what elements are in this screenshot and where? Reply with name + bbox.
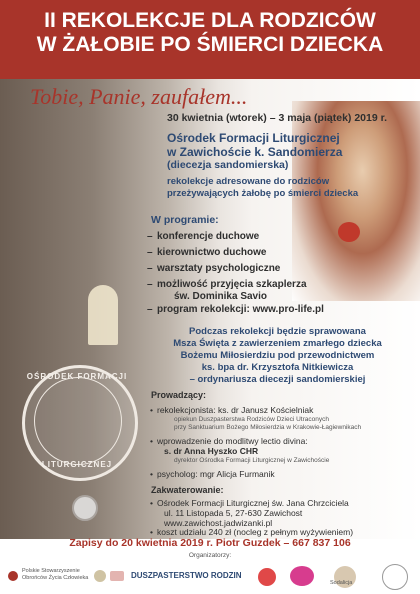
venue-line-3: (diecezja sandomierska) xyxy=(167,159,289,171)
mass-line-3: Bożemu Miłosierdziu pod przewodnictwem xyxy=(180,350,375,361)
program-item: – możliwość przyjęcia szkaplerza xyxy=(157,279,307,291)
venue-line-2: w Zawichoście k. Sandomierza xyxy=(167,145,343,159)
accommodation-venue: • Ośrodek Formacji Liturgicznej św. Jana Chrzciciela xyxy=(157,498,349,508)
slogan: Tobie, Panie, zaufałem... xyxy=(30,84,248,109)
seal-text-bottom: LITURGICZNEJ xyxy=(41,460,113,469)
leader-retreat: • rekolekcjonista: ks. dr Janusz Kościelniak xyxy=(157,405,313,415)
mass-line-1: Podczas rekolekcji będzie sprawowana xyxy=(189,326,366,337)
org-3-line-1: Sodalicja xyxy=(330,580,353,586)
door-knob xyxy=(72,495,98,521)
program-heading: W programie: xyxy=(151,214,219,226)
accommodation-heading: Zakwaterowanie: xyxy=(151,485,224,495)
foundation-logo-icon xyxy=(382,564,408,590)
program-item: – warsztaty psychologiczne xyxy=(157,263,280,275)
mass-line-5: – ordynariusza diecezji sandomierskiej xyxy=(189,374,366,385)
leader-lectio-sub: dyrektor Ośrodka Formacji Liturgicznej w Zawichoście xyxy=(174,457,330,464)
program-item-cont: św. Dominika Savio xyxy=(174,291,267,302)
diocese-crest-icon xyxy=(94,570,106,582)
accommodation-website: www.zawichost.jadwizanki.pl xyxy=(164,518,273,528)
org-1-line-2: Obrońców Życia Człowieka xyxy=(22,575,89,581)
leader-retreat-sub-1: opiekun Duszpasterstwa Rodziców Dzieci Utraconych xyxy=(174,416,329,423)
family-logo-icon xyxy=(258,568,276,586)
audience-line-2: przeżywających żałobę po śmierci dziecka xyxy=(167,188,359,199)
title-line-1: II REKOLEKCJE DLA RODZICÓW xyxy=(44,9,376,32)
program-item: – kierownictwo duchowe xyxy=(157,247,266,259)
leader-psych: • psycholog: mgr Alicja Furmanik xyxy=(157,469,275,479)
organizers-label: Organizatorzy: xyxy=(188,552,232,559)
mass-line-2: Msza Święta z zawierzeniem zmarłego dziecka xyxy=(173,338,382,349)
registration-deadline: Zapisy do 20 kwietnia 2019 r. Piotr Guzdek – 667 837 106 xyxy=(69,537,351,549)
title-banner xyxy=(0,0,420,79)
mercy-logo-icon xyxy=(290,566,314,586)
leader-lectio-name: s. dr Anna Hyszko CHR xyxy=(164,446,259,456)
title-line-2: W ŻAŁOBIE PO ŚMIERCI DZIECKA xyxy=(36,33,384,56)
seal-text-top: OŚRODEK FORMACJI xyxy=(26,372,128,381)
seal-inner-ring xyxy=(34,377,122,465)
accommodation-cost: • koszt udziału 240 zł (nocleg z pełnym wyżywieniem) xyxy=(157,527,353,537)
org-1-line-1: Polskie Stowarzyszenie xyxy=(22,568,80,574)
program-item: – konferencje duchowe xyxy=(157,231,259,243)
pro-life-logo-icon xyxy=(8,571,18,581)
event-dates: 30 kwietnia (wtorek) – 3 maja (piątek) 2019 r. xyxy=(167,112,388,124)
heart-icon xyxy=(338,222,360,242)
audience-line-1: rekolekcje adresowane do rodziców xyxy=(167,176,330,187)
venue-line-1: Ośrodek Formacji Liturgicznej xyxy=(167,131,340,145)
leaders-heading: Prowadzący: xyxy=(151,390,207,400)
accommodation-address: ul. 11 Listopada 5, 27-630 Zawichost xyxy=(164,508,303,518)
program-item-link: – program rekolekcji: www.pro-life.pl xyxy=(157,304,324,316)
leader-retreat-sub-2: przy Sanktuarium Bożego Miłosierdzia w Krakowie-Łagiewnikach xyxy=(174,424,362,431)
mass-line-4: ks. bpa dr. Krzysztofa Nitkiewicza xyxy=(201,362,354,373)
small-org-logo-icon xyxy=(110,571,124,581)
org-2-name: DUSZPASTERSTWO RODZIN xyxy=(131,571,242,580)
leader-lectio: • wprowadzenie do modlitwy lectio divina: xyxy=(157,436,308,446)
